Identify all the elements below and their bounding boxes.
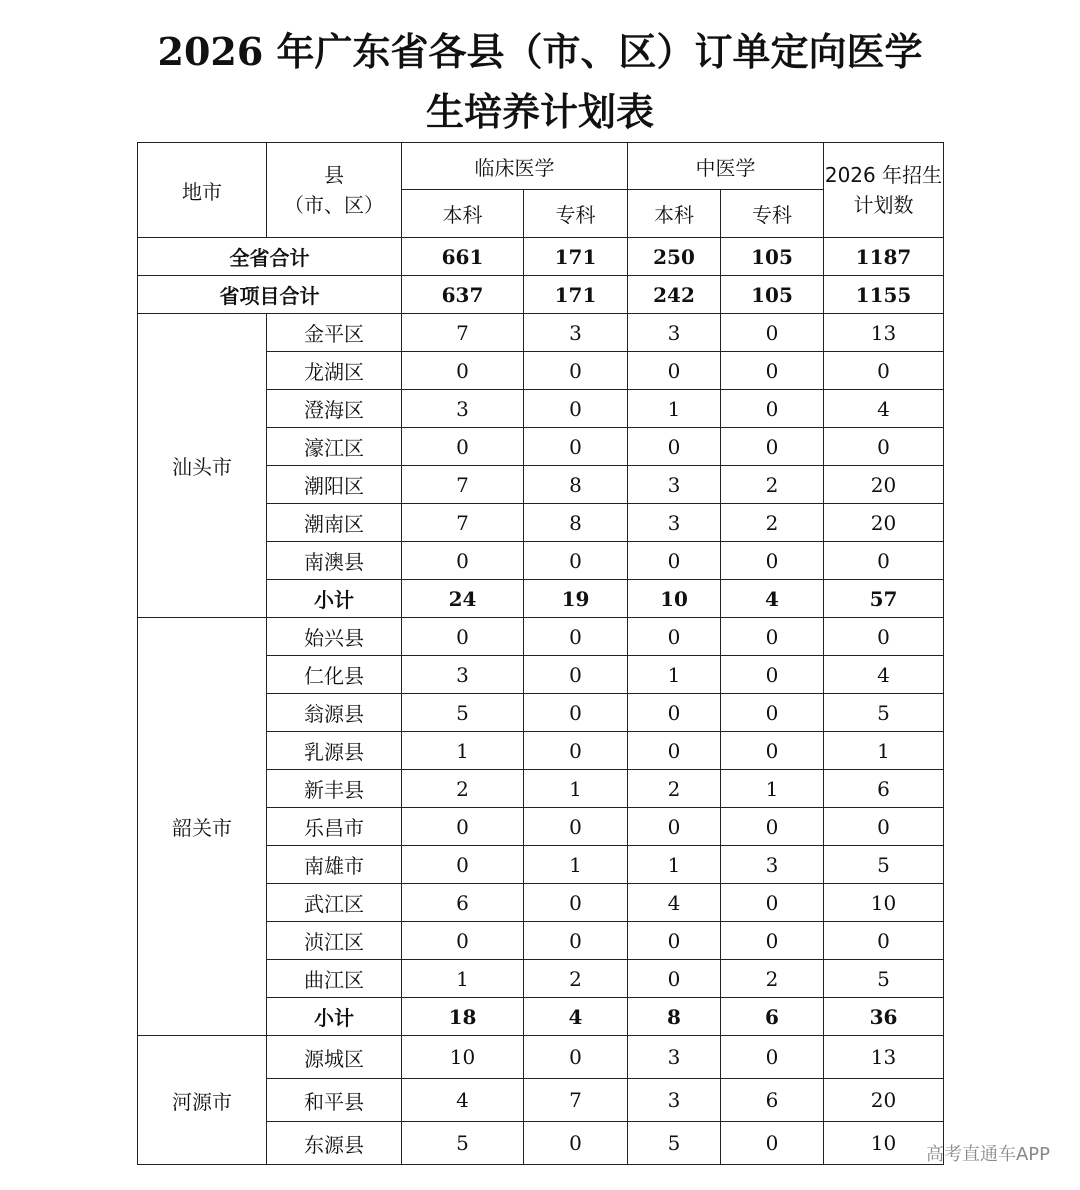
header-tcm-associate: 专科 bbox=[721, 190, 824, 238]
value-cell: 0 bbox=[628, 808, 721, 846]
value-cell: 2 bbox=[721, 960, 824, 998]
value-cell: 4 bbox=[524, 998, 628, 1036]
value-cell: 4 bbox=[824, 656, 944, 694]
value-cell: 3 bbox=[721, 846, 824, 884]
value-cell: 0 bbox=[524, 694, 628, 732]
value-cell: 6 bbox=[721, 998, 824, 1036]
value-cell: 3 bbox=[524, 314, 628, 352]
value-cell: 10 bbox=[402, 1036, 524, 1079]
value-cell: 661 bbox=[402, 238, 524, 276]
header-city: 地市 bbox=[138, 143, 267, 238]
value-cell: 2 bbox=[402, 770, 524, 808]
county-cell: 和平县 bbox=[267, 1079, 402, 1122]
subtotal-label: 小计 bbox=[267, 998, 402, 1036]
value-cell: 24 bbox=[402, 580, 524, 618]
value-cell: 0 bbox=[524, 656, 628, 694]
total-label: 全省合计 bbox=[138, 238, 402, 276]
header-plan bbox=[824, 143, 944, 238]
document-title bbox=[0, 22, 1080, 142]
value-cell: 3 bbox=[402, 390, 524, 428]
value-cell: 1 bbox=[628, 656, 721, 694]
value-cell: 637 bbox=[402, 276, 524, 314]
value-cell: 2 bbox=[721, 504, 824, 542]
value-cell: 0 bbox=[402, 808, 524, 846]
county-cell: 东源县 bbox=[267, 1122, 402, 1165]
value-cell: 171 bbox=[524, 238, 628, 276]
value-cell: 0 bbox=[721, 352, 824, 390]
value-cell: 0 bbox=[402, 428, 524, 466]
value-cell: 6 bbox=[824, 770, 944, 808]
value-cell: 7 bbox=[402, 466, 524, 504]
table-row bbox=[138, 618, 944, 656]
title-line-2: 生培养计划表 bbox=[425, 89, 654, 134]
value-cell: 36 bbox=[824, 998, 944, 1036]
value-cell: 0 bbox=[721, 390, 824, 428]
county-cell: 澄海区 bbox=[267, 390, 402, 428]
value-cell: 8 bbox=[524, 504, 628, 542]
value-cell: 3 bbox=[628, 314, 721, 352]
value-cell: 0 bbox=[524, 352, 628, 390]
value-cell: 5 bbox=[824, 960, 944, 998]
value-cell: 20 bbox=[824, 504, 944, 542]
value-cell: 4 bbox=[721, 580, 824, 618]
value-cell: 0 bbox=[824, 808, 944, 846]
value-cell: 0 bbox=[721, 428, 824, 466]
value-cell: 0 bbox=[628, 922, 721, 960]
value-cell: 20 bbox=[824, 1079, 944, 1122]
value-cell: 2 bbox=[524, 960, 628, 998]
value-cell: 7 bbox=[402, 504, 524, 542]
header-tcm-bachelor: 本科 bbox=[628, 190, 721, 238]
value-cell: 57 bbox=[824, 580, 944, 618]
value-cell: 1 bbox=[824, 732, 944, 770]
county-cell: 翁源县 bbox=[267, 694, 402, 732]
value-cell: 10 bbox=[824, 1122, 944, 1165]
value-cell: 10 bbox=[628, 580, 721, 618]
value-cell: 0 bbox=[402, 352, 524, 390]
value-cell: 0 bbox=[524, 922, 628, 960]
value-cell: 5 bbox=[824, 694, 944, 732]
value-cell: 5 bbox=[628, 1122, 721, 1165]
value-cell: 8 bbox=[628, 998, 721, 1036]
value-cell: 0 bbox=[402, 922, 524, 960]
value-cell: 0 bbox=[628, 428, 721, 466]
value-cell: 0 bbox=[402, 618, 524, 656]
table-row bbox=[138, 314, 944, 352]
value-cell: 0 bbox=[721, 732, 824, 770]
value-cell: 0 bbox=[628, 352, 721, 390]
county-cell: 濠江区 bbox=[267, 428, 402, 466]
value-cell: 20 bbox=[824, 466, 944, 504]
header-tcm: 中医学 bbox=[628, 143, 824, 190]
header-county-line-2: （市、区） bbox=[284, 193, 384, 217]
value-cell: 7 bbox=[524, 1079, 628, 1122]
value-cell: 3 bbox=[628, 466, 721, 504]
value-cell: 0 bbox=[628, 960, 721, 998]
value-cell: 2 bbox=[628, 770, 721, 808]
value-cell: 10 bbox=[824, 884, 944, 922]
value-cell: 5 bbox=[402, 694, 524, 732]
value-cell: 0 bbox=[524, 1122, 628, 1165]
value-cell: 242 bbox=[628, 276, 721, 314]
city-cell: 韶关市 bbox=[138, 618, 267, 1036]
value-cell: 13 bbox=[824, 314, 944, 352]
county-cell: 仁化县 bbox=[267, 656, 402, 694]
value-cell: 171 bbox=[524, 276, 628, 314]
total-label: 省项目合计 bbox=[138, 276, 402, 314]
value-cell: 0 bbox=[721, 618, 824, 656]
value-cell: 1 bbox=[524, 846, 628, 884]
value-cell: 1 bbox=[628, 846, 721, 884]
value-cell: 0 bbox=[402, 542, 524, 580]
value-cell: 0 bbox=[524, 542, 628, 580]
value-cell: 0 bbox=[721, 542, 824, 580]
value-cell: 0 bbox=[824, 618, 944, 656]
value-cell: 0 bbox=[721, 1036, 824, 1079]
value-cell: 0 bbox=[628, 694, 721, 732]
county-cell: 新丰县 bbox=[267, 770, 402, 808]
value-cell: 250 bbox=[628, 238, 721, 276]
value-cell: 1 bbox=[721, 770, 824, 808]
value-cell: 1187 bbox=[824, 238, 944, 276]
value-cell: 1 bbox=[524, 770, 628, 808]
value-cell: 0 bbox=[824, 922, 944, 960]
table-row bbox=[138, 1036, 944, 1079]
header-clinical: 临床医学 bbox=[402, 143, 628, 190]
value-cell: 1 bbox=[628, 390, 721, 428]
county-cell: 潮南区 bbox=[267, 504, 402, 542]
value-cell: 19 bbox=[524, 580, 628, 618]
value-cell: 0 bbox=[721, 314, 824, 352]
value-cell: 0 bbox=[824, 428, 944, 466]
value-cell: 2 bbox=[721, 466, 824, 504]
value-cell: 4 bbox=[628, 884, 721, 922]
header-clinical-associate: 专科 bbox=[524, 190, 628, 238]
city-cell: 河源市 bbox=[138, 1036, 267, 1165]
value-cell: 0 bbox=[824, 542, 944, 580]
value-cell: 0 bbox=[721, 884, 824, 922]
value-cell: 0 bbox=[628, 542, 721, 580]
header-county-line-1: 县 bbox=[324, 163, 344, 187]
watermark: 高考直通车APP bbox=[925, 1144, 1050, 1165]
value-cell: 6 bbox=[402, 884, 524, 922]
value-cell: 0 bbox=[721, 656, 824, 694]
county-cell: 潮阳区 bbox=[267, 466, 402, 504]
value-cell: 0 bbox=[721, 1122, 824, 1165]
value-cell: 0 bbox=[524, 732, 628, 770]
value-cell: 6 bbox=[721, 1079, 824, 1122]
county-cell: 武江区 bbox=[267, 884, 402, 922]
value-cell: 4 bbox=[402, 1079, 524, 1122]
header-clinical-bachelor: 本科 bbox=[402, 190, 524, 238]
value-cell: 3 bbox=[628, 1036, 721, 1079]
value-cell: 105 bbox=[721, 238, 824, 276]
value-cell: 0 bbox=[524, 808, 628, 846]
value-cell: 8 bbox=[524, 466, 628, 504]
total-row bbox=[138, 238, 944, 276]
value-cell: 18 bbox=[402, 998, 524, 1036]
value-cell: 5 bbox=[402, 1122, 524, 1165]
value-cell: 105 bbox=[721, 276, 824, 314]
value-cell: 0 bbox=[524, 618, 628, 656]
value-cell: 0 bbox=[824, 352, 944, 390]
total-row bbox=[138, 276, 944, 314]
subtotal-label: 小计 bbox=[267, 580, 402, 618]
county-cell: 龙湖区 bbox=[267, 352, 402, 390]
value-cell: 0 bbox=[524, 1036, 628, 1079]
value-cell: 1 bbox=[402, 732, 524, 770]
city-cell: 汕头市 bbox=[138, 314, 267, 618]
county-cell: 源城区 bbox=[267, 1036, 402, 1079]
header-plan-line-1: 2026 年招生 bbox=[824, 163, 943, 187]
value-cell: 0 bbox=[721, 922, 824, 960]
value-cell: 1 bbox=[402, 960, 524, 998]
county-cell: 金平区 bbox=[267, 314, 402, 352]
plan-table bbox=[137, 142, 944, 1165]
county-cell: 浈江区 bbox=[267, 922, 402, 960]
county-cell: 始兴县 bbox=[267, 618, 402, 656]
county-cell: 南雄市 bbox=[267, 846, 402, 884]
value-cell: 3 bbox=[628, 1079, 721, 1122]
value-cell: 5 bbox=[824, 846, 944, 884]
value-cell: 4 bbox=[824, 390, 944, 428]
county-cell: 乐昌市 bbox=[267, 808, 402, 846]
value-cell: 0 bbox=[524, 390, 628, 428]
value-cell: 0 bbox=[524, 884, 628, 922]
value-cell: 0 bbox=[721, 694, 824, 732]
header-plan-line-2: 计划数 bbox=[853, 193, 914, 217]
county-cell: 曲江区 bbox=[267, 960, 402, 998]
value-cell: 7 bbox=[402, 314, 524, 352]
value-cell: 0 bbox=[628, 618, 721, 656]
header-county bbox=[267, 143, 402, 238]
value-cell: 13 bbox=[824, 1036, 944, 1079]
county-cell: 南澳县 bbox=[267, 542, 402, 580]
value-cell: 0 bbox=[524, 428, 628, 466]
value-cell: 1155 bbox=[824, 276, 944, 314]
value-cell: 3 bbox=[402, 656, 524, 694]
value-cell: 0 bbox=[628, 732, 721, 770]
county-cell: 乳源县 bbox=[267, 732, 402, 770]
value-cell: 3 bbox=[628, 504, 721, 542]
title-line-1: 2026 年广东省各县（市、区）订单定向医学 bbox=[157, 29, 923, 74]
value-cell: 0 bbox=[402, 846, 524, 884]
value-cell: 0 bbox=[721, 808, 824, 846]
